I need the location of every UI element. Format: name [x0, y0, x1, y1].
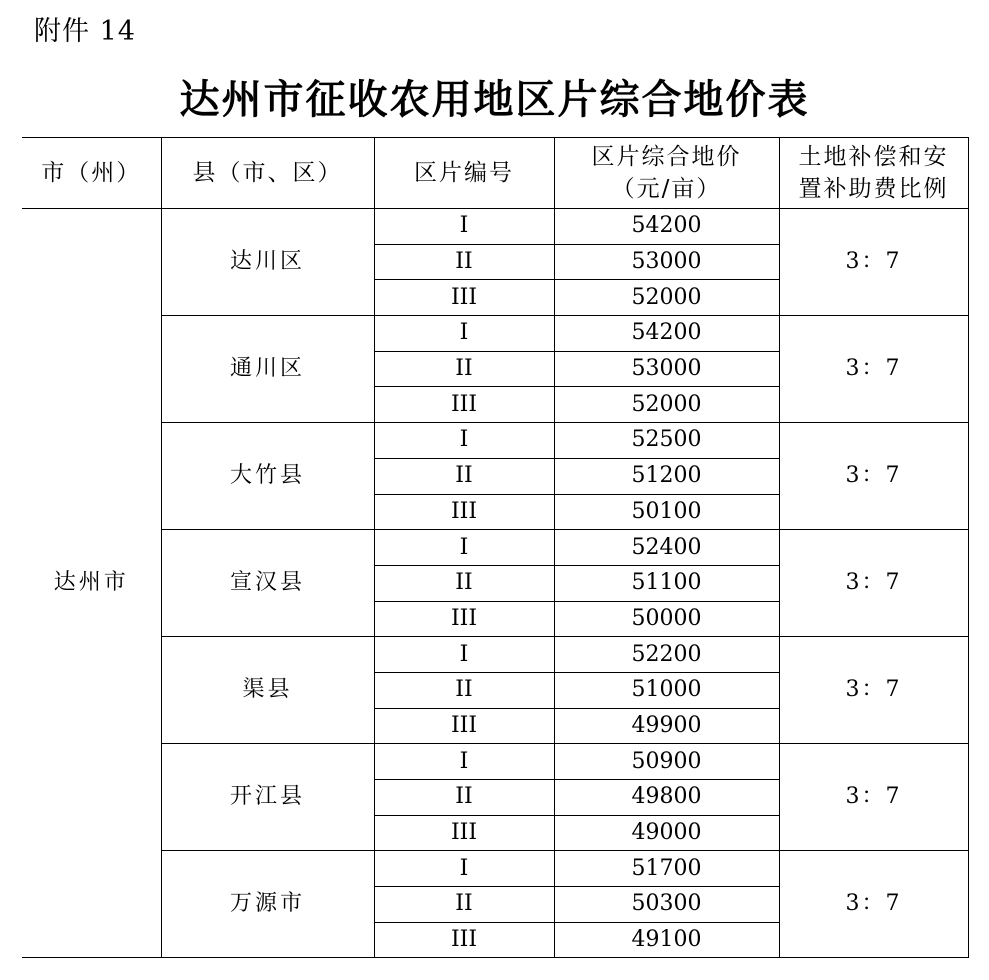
- header-zone-number: 区片编号: [374, 138, 554, 209]
- header-ratio-line2: 置补助费比例: [798, 176, 949, 202]
- ratio-cell: 3：7: [779, 530, 968, 637]
- page-title: 达州市征收农用地区片综合地价表: [179, 76, 810, 123]
- header-county: 县（市、区）: [161, 138, 374, 209]
- price-cell: 49900: [554, 708, 779, 744]
- zone-cell: I: [374, 637, 554, 673]
- price-cell: 52000: [554, 387, 779, 423]
- zone-cell: I: [374, 209, 554, 245]
- price-cell: 51200: [554, 458, 779, 494]
- zone-cell: III: [374, 708, 554, 744]
- ratio-cell: 3：7: [779, 316, 968, 423]
- price-cell: 51100: [554, 565, 779, 601]
- ratio-cell: 3：7: [779, 423, 968, 530]
- price-cell: 50000: [554, 601, 779, 637]
- zone-cell: I: [374, 530, 554, 566]
- county-cell: 开江县: [161, 744, 374, 851]
- city-cell: 达州市: [22, 209, 161, 958]
- ratio-cell: 3：7: [779, 637, 968, 744]
- header-ratio-line1: 土地补偿和安: [798, 144, 949, 170]
- price-cell: 51700: [554, 851, 779, 887]
- price-cell: 51000: [554, 672, 779, 708]
- zone-cell: II: [374, 780, 554, 816]
- header-compensation-ratio: [779, 138, 968, 209]
- price-cell: 52500: [554, 423, 779, 459]
- price-cell: 50300: [554, 887, 779, 923]
- price-cell: 52400: [554, 530, 779, 566]
- price-cell: 50900: [554, 744, 779, 780]
- price-cell: 49100: [554, 922, 779, 958]
- county-cell: 大竹县: [161, 423, 374, 530]
- county-cell: 通川区: [161, 316, 374, 423]
- price-cell: 52200: [554, 637, 779, 673]
- zone-cell: III: [374, 601, 554, 637]
- zone-cell: I: [374, 851, 554, 887]
- price-cell: 53000: [554, 244, 779, 280]
- price-cell: 52000: [554, 280, 779, 316]
- table-row: [22, 744, 968, 780]
- zone-cell: III: [374, 494, 554, 530]
- header-city: 市（州）: [22, 138, 161, 209]
- county-cell: 渠县: [161, 637, 374, 744]
- county-cell: 万源市: [161, 851, 374, 958]
- price-cell: 49800: [554, 780, 779, 816]
- table-row: [22, 209, 968, 245]
- table-header-row: [22, 138, 968, 209]
- zone-cell: II: [374, 565, 554, 601]
- zone-cell: II: [374, 672, 554, 708]
- ratio-cell: 3：7: [779, 744, 968, 851]
- price-cell: 49000: [554, 815, 779, 851]
- price-cell: 53000: [554, 351, 779, 387]
- zone-cell: III: [374, 815, 554, 851]
- county-cell: 宣汉县: [161, 530, 374, 637]
- ratio-cell: 3：7: [779, 209, 968, 316]
- zone-cell: II: [374, 244, 554, 280]
- table-row: [22, 530, 968, 566]
- zone-cell: II: [374, 458, 554, 494]
- table-row: [22, 851, 968, 887]
- price-cell: 54200: [554, 316, 779, 352]
- header-price-line1: 区片综合地价: [591, 144, 742, 170]
- zone-cell: I: [374, 423, 554, 459]
- table-row: [22, 637, 968, 673]
- ratio-cell: 3：7: [779, 851, 968, 958]
- zone-cell: II: [374, 887, 554, 923]
- price-cell: 54200: [554, 209, 779, 245]
- county-cell: 达川区: [161, 209, 374, 316]
- table-row: [22, 423, 968, 459]
- zone-cell: III: [374, 922, 554, 958]
- zone-cell: II: [374, 351, 554, 387]
- table-row: [22, 316, 968, 352]
- zone-cell: I: [374, 744, 554, 780]
- header-composite-price: [554, 138, 779, 209]
- attachment-label: 附件 14: [34, 16, 136, 47]
- zone-cell: III: [374, 280, 554, 316]
- header-price-line2: （元/亩）: [611, 176, 722, 202]
- land-price-table: [22, 137, 969, 958]
- zone-cell: I: [374, 316, 554, 352]
- price-cell: 50100: [554, 494, 779, 530]
- zone-cell: III: [374, 387, 554, 423]
